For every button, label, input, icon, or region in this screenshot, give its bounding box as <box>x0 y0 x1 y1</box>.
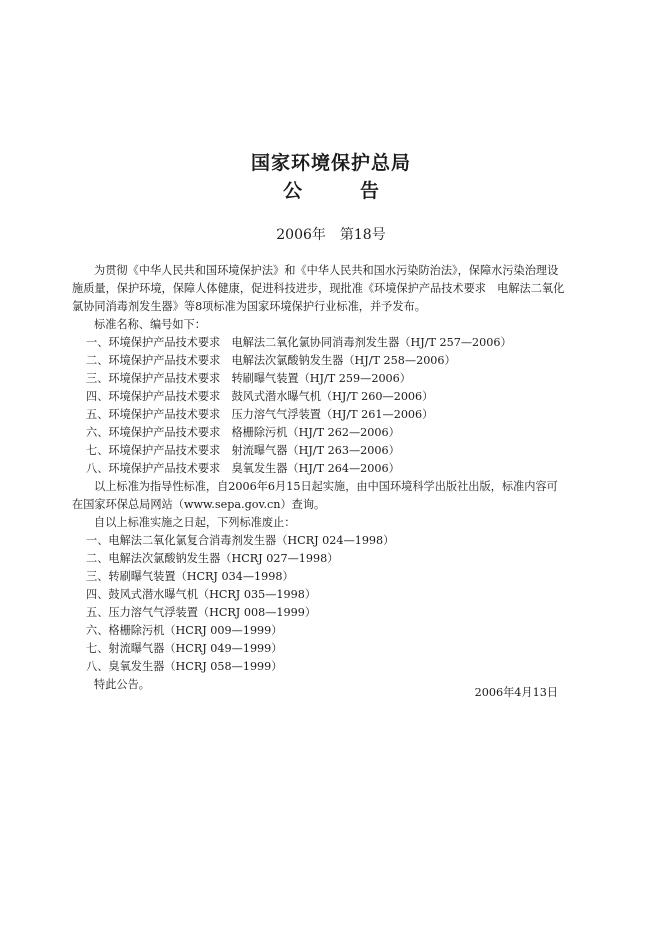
abolished-item: 三、转刷曝气装置（HCRJ 034—1998） <box>86 570 294 583</box>
standard-item: 二、环境保护产品技术要求 电解法次氯酸钠发生器（HJ/T 258—2006） <box>86 354 456 367</box>
intro-line: 为贯彻《中华人民共和国环境保护法》和《中华人民共和国水污染防治法》，保障水污染治理设 <box>94 264 559 277</box>
closing-text: 特此公告。 <box>94 678 150 691</box>
announcement-heading: 公告 <box>282 180 437 202</box>
standard-item: 七、环境保护产品技术要求 射流曝气器（HJ/T 263—2006） <box>86 444 400 457</box>
list-intro: 标准名称、编号如下： <box>94 318 206 331</box>
abolished-item: 五、压力溶气气浮装置（HCRJ 008—1999） <box>86 606 317 619</box>
abolished-item: 七、射流曝气器（HCRJ 049—1999） <box>86 642 283 655</box>
standard-item: 五、环境保护产品技术要求 压力溶气气浮装置（HJ/T 261—2006） <box>86 408 434 421</box>
document-number: 2006年 第18号 <box>276 227 386 243</box>
abolished-item: 四、鼓风式潜水曝气机（HCRJ 035—1998） <box>86 588 317 601</box>
abolished-item: 一、电解法二氧化氯复合消毒剂发生器（HCRJ 024—1998） <box>86 534 395 547</box>
abolished-item: 八、臭氧发生器（HCRJ 058—1999） <box>86 660 283 673</box>
abolished-item: 二、电解法次氯酸钠发生器（HCRJ 027—1998） <box>86 552 339 565</box>
standard-item: 八、环境保护产品技术要求 臭氧发生器（HJ/T 264—2006） <box>86 462 400 475</box>
document-body <box>72 262 604 694</box>
standard-item: 三、环境保护产品技术要求 转刷曝气装置（HJ/T 259—2006） <box>86 372 411 385</box>
issue-date: 2006年4月13日 <box>474 686 558 699</box>
abolish-intro: 自以上标准实施之日起，下列标准废止： <box>94 516 296 529</box>
abolished-item: 六、格栅除污机（HCRJ 009—1999） <box>86 624 283 637</box>
intro-line: 氯协同消毒剂发生器》等8项标准为国家环境保护行业标准，并予发布。 <box>72 300 426 313</box>
page-title: 国家环境保护总局 <box>250 152 411 174</box>
guidance-line: 以上标准为指导性标准，自2006年6月15日起实施，由中国环境科学出版社出版，标准内容可 <box>94 480 558 493</box>
standard-item: 一、环境保护产品技术要求 电解法二氧化氯协同消毒剂发生器（HJ/T 257—2006） <box>86 336 512 349</box>
standard-item: 六、环境保护产品技术要求 格栅除污机（HJ/T 262—2006） <box>86 426 400 439</box>
guidance-line: 在国家环保总局网站（www.sepa.gov.cn）查询。 <box>72 498 326 511</box>
standard-item: 四、环境保护产品技术要求 鼓风式潜水曝气机（HJ/T 260—2006） <box>86 390 434 403</box>
intro-line: 施质量，保护环境，保障人体健康，促进科技进步，现批准《环境保护产品技术要求 电解法二氧化 <box>72 282 565 295</box>
